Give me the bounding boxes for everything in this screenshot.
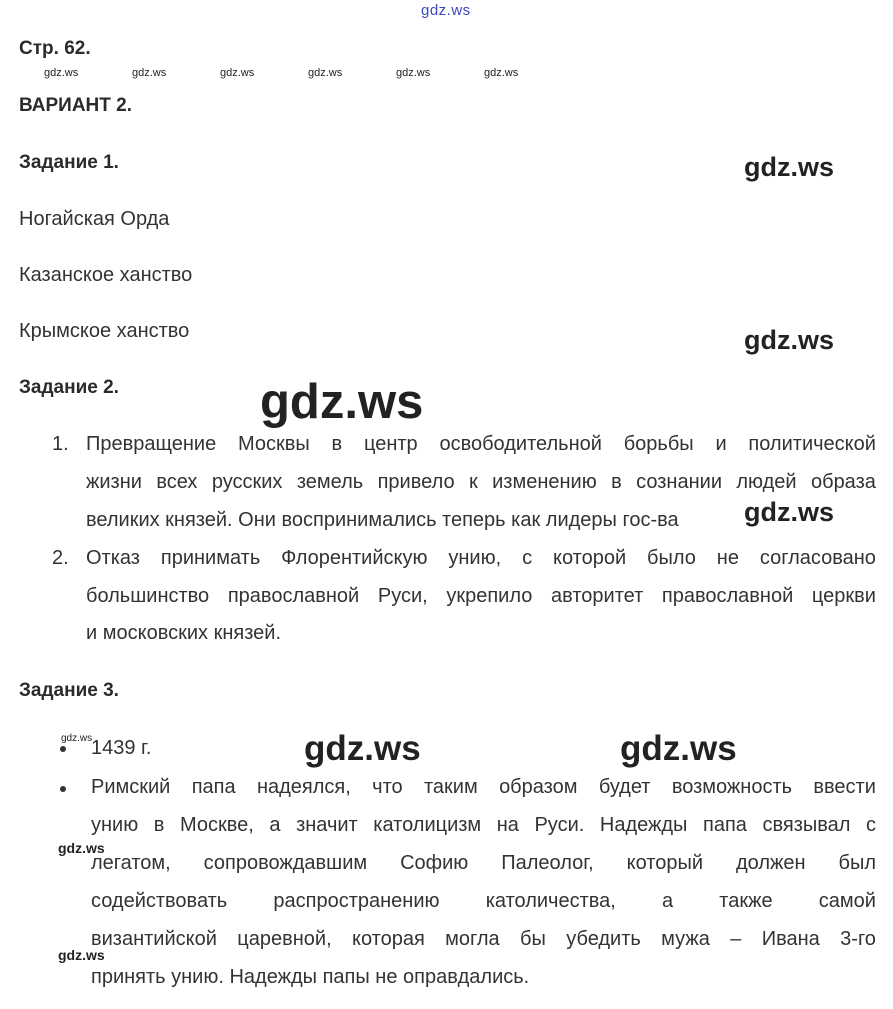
watermark-mid: gdz.ws	[744, 325, 835, 355]
word: которая	[352, 928, 425, 950]
task1-item: Казанское ханство	[19, 264, 193, 286]
word: изменению	[492, 471, 597, 493]
task2-title: Задание 2.	[19, 377, 119, 398]
word: Превращение	[86, 433, 217, 455]
watermark-mid: gdz.ws	[744, 152, 835, 182]
word: образа	[810, 471, 876, 493]
paragraph-line: принять унию. Надежды папы не оправдались.	[91, 966, 530, 988]
word: самой	[818, 890, 876, 912]
watermark-mid: gdz.ws	[744, 497, 835, 527]
word: сопровождавшим	[203, 852, 368, 874]
word: убедить	[566, 928, 641, 950]
task1-item: Ногайская Орда	[19, 208, 170, 230]
word: Руси.	[534, 814, 585, 836]
word: будет	[598, 776, 651, 798]
word: который	[626, 852, 704, 874]
word: католичества,	[485, 890, 616, 912]
task1-item: Крымское ханство	[19, 320, 190, 342]
list-number: 1.	[52, 433, 69, 455]
word: которой	[552, 547, 627, 569]
watermark-top: gdz.ws	[421, 2, 471, 19]
word: Надежды	[599, 814, 688, 836]
word: унию,	[448, 547, 502, 569]
watermark-tiny: gdz.ws	[484, 67, 519, 79]
word: а	[662, 890, 674, 912]
word: содействовать	[91, 890, 228, 912]
word: укрепило	[446, 585, 533, 607]
watermark-tiny: gdz.ws	[396, 67, 431, 79]
word: значит	[296, 814, 358, 836]
word: Палеолог,	[501, 852, 594, 874]
word: что	[372, 776, 403, 798]
word: Отказ	[86, 547, 140, 569]
task3-title: Задание 3.	[19, 680, 119, 701]
word: жизни	[86, 471, 142, 493]
word: Римский	[91, 776, 171, 798]
word: связывал	[762, 814, 851, 836]
word: Руси,	[377, 585, 428, 607]
page-number: Стр. 62.	[19, 38, 91, 59]
word: был	[838, 852, 876, 874]
word: также	[719, 890, 773, 912]
word: к	[468, 471, 478, 493]
word: унию	[91, 814, 139, 836]
paragraph-line	[91, 890, 876, 913]
word: было	[647, 547, 696, 569]
word: византийской	[91, 928, 217, 950]
bullet-text: 1439 г.	[91, 737, 152, 759]
bullet-dot	[60, 746, 66, 752]
word: таким	[423, 776, 478, 798]
paragraph-line: великих князей. Они воспринимались теперь как лидеры гос-ва	[86, 509, 679, 531]
word: церкви	[811, 585, 876, 607]
word: сознании	[636, 471, 722, 493]
word: православной	[227, 585, 360, 607]
word: католицизм	[373, 814, 482, 836]
paragraph-line	[86, 585, 876, 608]
word: с	[866, 814, 876, 836]
word: –	[730, 928, 742, 950]
paragraph-line	[91, 928, 876, 951]
watermark-mid: gdz.ws	[304, 729, 421, 768]
word: Ивана	[761, 928, 820, 950]
watermark-small: gdz.ws	[58, 947, 105, 963]
task1-title: Задание 1.	[19, 152, 119, 173]
word: папа	[191, 776, 236, 798]
paragraph-line	[86, 471, 876, 494]
list-number: 2.	[52, 547, 69, 569]
word: мужа	[661, 928, 710, 950]
word: не	[716, 547, 739, 569]
word: надеялся,	[256, 776, 351, 798]
watermark-big: gdz.ws	[260, 375, 424, 429]
word: политической	[748, 433, 876, 455]
word: центр	[363, 433, 418, 455]
paragraph-line: и московских князей.	[86, 622, 281, 644]
watermark-small: gdz.ws	[58, 840, 105, 856]
word: а	[269, 814, 281, 836]
paragraph-line	[91, 852, 876, 875]
word: всех	[156, 471, 198, 493]
word: образом	[499, 776, 578, 798]
word: в	[153, 814, 165, 836]
word: Москве,	[179, 814, 254, 836]
word: и	[715, 433, 727, 455]
word: ввести	[813, 776, 876, 798]
watermark-tiny: gdz.ws	[308, 67, 343, 79]
word: Софию	[400, 852, 469, 874]
word: легатом,	[91, 852, 171, 874]
bullet-dot	[60, 786, 66, 792]
word: папа	[703, 814, 747, 836]
word: могла	[445, 928, 500, 950]
word: возможность	[671, 776, 793, 798]
word: русских	[211, 471, 283, 493]
word: в	[331, 433, 343, 455]
word: царевной,	[237, 928, 332, 950]
watermark-tiny: gdz.ws	[61, 733, 93, 744]
word: согласовано	[759, 547, 876, 569]
watermark-tiny: gdz.ws	[220, 67, 255, 79]
watermark-tiny: gdz.ws	[44, 67, 79, 79]
word: на	[496, 814, 519, 836]
word: 3-го	[840, 928, 876, 950]
paragraph-line	[86, 433, 876, 456]
watermark-mid: gdz.ws	[620, 729, 737, 768]
word: православной	[661, 585, 794, 607]
word: людей	[736, 471, 797, 493]
word: должен	[735, 852, 806, 874]
word: земель	[296, 471, 364, 493]
word: с	[522, 547, 533, 569]
word: Москвы	[237, 433, 310, 455]
paragraph-line	[91, 814, 876, 837]
watermark-tiny: gdz.ws	[132, 67, 167, 79]
word: принимать	[160, 547, 261, 569]
word: авторитет	[551, 585, 644, 607]
word: Флорентийскую	[281, 547, 428, 569]
paragraph-line	[91, 776, 876, 799]
variant-heading: ВАРИАНТ 2.	[19, 95, 132, 116]
word: распространению	[273, 890, 440, 912]
word: в	[611, 471, 622, 493]
word: большинство	[86, 585, 210, 607]
word: борьбы	[623, 433, 694, 455]
paragraph-line	[86, 547, 876, 570]
word: привело	[377, 471, 455, 493]
word: бы	[520, 928, 546, 950]
word: освободительной	[439, 433, 602, 455]
